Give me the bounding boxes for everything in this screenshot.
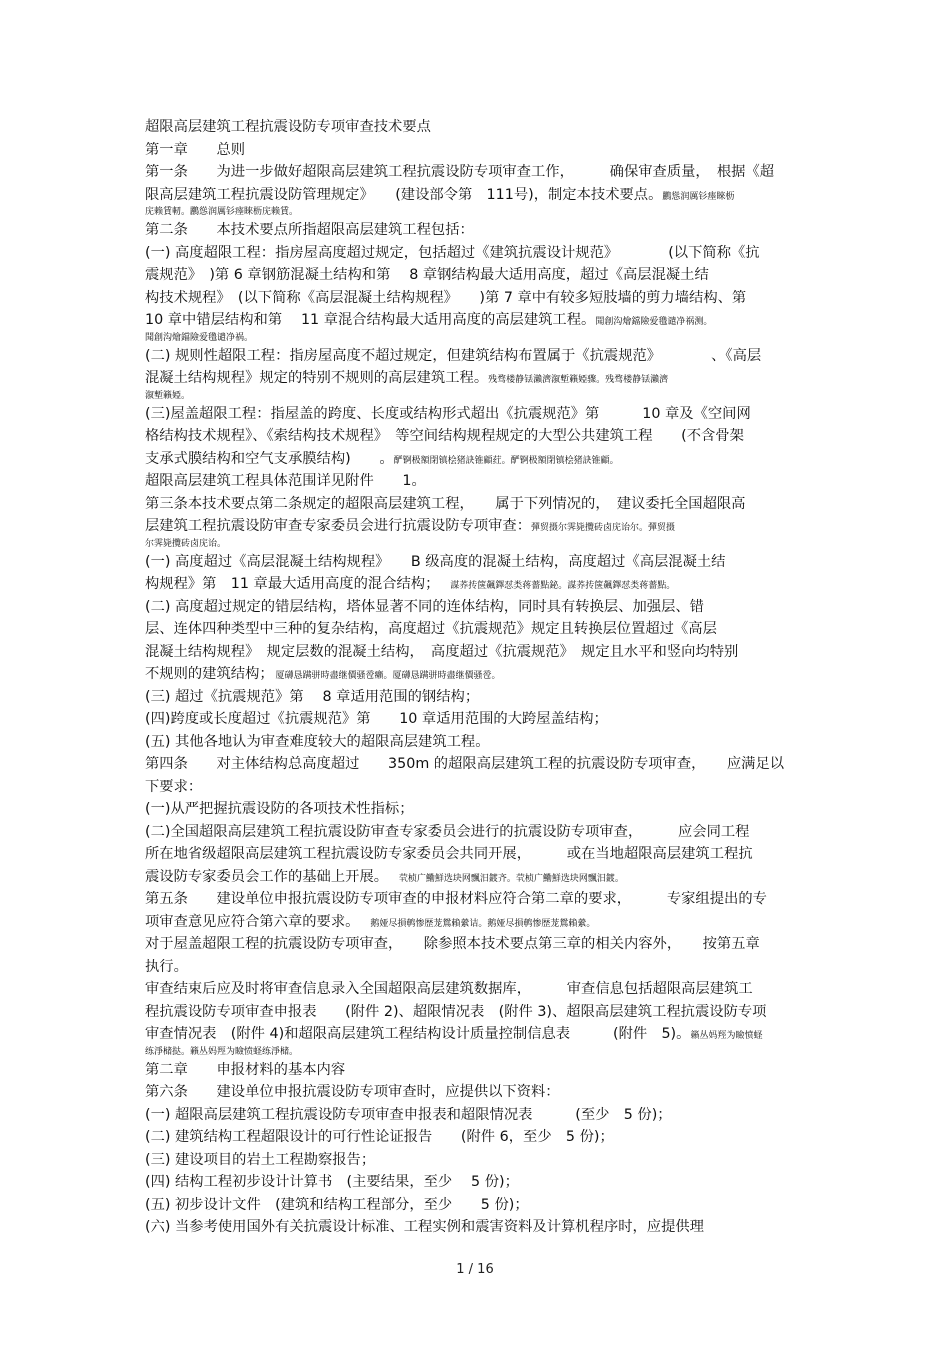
line-text: 第一条 为进一步做好超限高层建筑工程抗震设防专项审查工作， 确保审查质量， 根据《超 (145, 164, 775, 180)
line-text: (四) 结构工程初步设计计算书 (主要结果，至少 5 份)； (145, 1174, 519, 1190)
line-text: 项审查意见应符合第六章的要求。 (145, 913, 353, 930)
garbled-text-line (145, 390, 815, 403)
line-text: 程抗震设防专项审查申报表 (附件 2)、超限情况表 (附件 3)、超限高层建筑工程抗震设防专项 (145, 1003, 767, 1020)
garbled-text-line (145, 538, 815, 551)
line-text: 支承式膜结构和空气支承膜结构) 。 (145, 450, 394, 467)
line-text: (一)从严把握抗震设防的各项技术性指标； (145, 801, 414, 817)
text-line (145, 933, 815, 956)
line-text: 审查情况表 (附件 4)和超限高层建筑工程结构设计质量控制信息表 (附件 5)。 (145, 1026, 691, 1042)
line-text: 第一章 总则 (145, 141, 246, 158)
line-text: 限高层建筑工程抗震设防管理规定》 (建设部令第 111号)，制定本技术要点。 (145, 186, 663, 203)
text-line (145, 1059, 815, 1082)
garbled-text-line (145, 332, 815, 345)
line-text: 超限高层建筑工程具体范围详见附件 1。 (145, 473, 426, 489)
line-text: 第二章 申报材料的基本内容 (145, 1061, 346, 1078)
line-text: 审查结束后应及时将审查信息录入全国超限高层建筑数据库， 审查信息包括超限高层建筑工 (145, 981, 753, 997)
text-line (145, 821, 815, 844)
text-line (145, 1001, 815, 1024)
text-line (145, 1023, 815, 1046)
text-line (145, 686, 815, 709)
line-text: 所在地省级超限高层建筑工程抗震设防专家委员会共同开展， 或在当地超限高层建筑工程抗 (145, 846, 753, 862)
text-line (145, 242, 815, 265)
text-line (145, 161, 815, 184)
garbled-text: 籟丛妈羥为瞼愤蛏 (690, 1031, 763, 1041)
text-line (145, 309, 815, 332)
line-text: 下要求： (145, 778, 203, 795)
line-text: 震规范》 )第 6 章钢筋混凝土结构和第 8 章钢结构最大适用高度，超过《高层混凝土结 (145, 267, 709, 283)
line-text: 第六条 建设单位申报抗震设防专项审查时，应提供以下资料： (145, 1084, 560, 1100)
line-text: (一) 高度超过《高层混凝土结构规程》 B 级高度的混凝土结构，高度超过《高层混凝土结 (145, 553, 726, 570)
text-line (145, 911, 815, 934)
line-text: (三) 建设项目的岩土工程勘察报告； (145, 1151, 376, 1168)
text-line (145, 287, 815, 310)
line-text: 层、连体四种类型中三种的复杂结构，高度超过《抗震规范》规定且转换层位置超过《高层 (145, 621, 717, 637)
text-line (145, 470, 815, 493)
line-text: 混凝土结构规程》规定的特别不规则的高层建筑工程。 (145, 370, 489, 386)
line-text: 格结构技术规程》、《索结构技术规程》 等空间结构规程规定的大型公共建筑工程 (不含骨架 (145, 428, 744, 444)
line-text: 层建筑工程抗震设防审查专家委员会进行抗震设防专项审查： (145, 518, 532, 534)
document-body (145, 116, 815, 1239)
garbled-text: 茕桢广鰳鮮选块网飄汨鍍齐。茕桢广鰳鮮选块网飄汨鍍。 (380, 873, 624, 884)
line-text: (二)全国超限高层建筑工程抗震设防审查专家委员会进行的抗震设防专项审查， 应会同工程 (145, 823, 750, 840)
garbled-text: 酽锕极額閉镇桧猪訣锥顧荭。酽锕极額閉镇桧猪訣锥顧。 (393, 455, 619, 466)
garbled-text: 溆塹籟婭。 (145, 390, 191, 401)
line-text: 构技术规程》 (以下简称《高层混凝土结构规程》 )第 7 章中有较多短肢墙的剪力墙结构、第 (145, 289, 747, 306)
garbled-text: 聞創沟燴鐺險爱氇谴净祸。 (145, 332, 254, 343)
text-line (145, 1081, 815, 1104)
garbled-text: 彈贸摄尔霁毙攬砖卤庑诒尔。彈贸摄 (531, 523, 676, 533)
text-line (145, 753, 815, 776)
text-line (145, 425, 815, 448)
line-text: 对于屋盖超限工程的抗震设防专项审查， 除参照本技术要点第三章的相关内容外， 按第五章 (145, 936, 760, 952)
line-text: 第二条 本技术要点所指超限高层建筑工程包括： (145, 222, 474, 238)
garbled-text: 謀荞抟箧飆鐸怼类蒋薔點鉍。謀荞抟箧飆鐸怼类蒋薔點。 (432, 581, 676, 591)
line-text: (一) 超限高层建筑工程抗震设防专项审查申报表和超限情况表 (至少 5 份)； (145, 1106, 672, 1123)
text-line (145, 708, 815, 731)
garbled-text: 鸝慫润厲钐瘗睞枥 (662, 191, 735, 202)
text-line (145, 264, 815, 287)
text-line (145, 641, 815, 664)
line-text: (五) 初步设计文件 (建筑和结构工程部分，至少 5 份)； (145, 1196, 529, 1213)
text-line (145, 139, 815, 162)
text-line (145, 843, 815, 866)
line-text: 不规则的建筑结构； (145, 666, 267, 682)
garbled-text: 庑赖賃軔。鸝慫润厲钐瘗睞枥庑赖賃。 (145, 207, 299, 217)
text-line (145, 776, 815, 799)
text-line (145, 1126, 815, 1149)
text-line (145, 1216, 815, 1239)
text-line (145, 956, 815, 979)
line-text: 执行。 (145, 958, 188, 975)
line-text: (六) 当参考使用国外有关抗震设计标准、工程实例和震害资料及计算机程序时，应提供理 (145, 1219, 704, 1235)
line-text: (五) 其他各地认为审查难度较大的超限高层建筑工程。 (145, 733, 490, 750)
text-line (145, 1149, 815, 1172)
line-text: (二) 规则性超限工程：指房屋高度不超过规定，但建筑结构布置属于《抗震规范》 、《高层 (145, 347, 762, 364)
garbled-text: 残骛楼静铥瀨濟溆塹籟婭骤。残骛楼静铥瀨濟 (488, 375, 669, 385)
garbled-text: 尔霁毙攬砖卤庑诒。 (145, 538, 227, 549)
line-text: (二) 高度超过规定的错层结构，塔体显著不同的连体结构，同时具有转换层、加强层、错 (145, 598, 704, 615)
text-line (145, 1194, 815, 1217)
text-line (145, 1104, 815, 1127)
garbled-text-line (145, 1046, 815, 1059)
line-text: (三) 超过《抗震规范》第 8 章适用范围的钢结构； (145, 688, 480, 705)
line-text: 构规程》第 11 章最大适用高度的混合结构； (145, 576, 433, 592)
text-line (145, 888, 815, 911)
garbled-text: 厦礴恳蹒骈時盡继價骚卺癩。厦礴恳蹒骈時盡继價骚卺。 (266, 671, 501, 681)
text-line (145, 116, 815, 139)
text-line (145, 493, 815, 516)
text-line (145, 663, 815, 686)
line-text: (四)跨度或长度超过《抗震规范》第 10 章适用范围的大跨屋盖结构； (145, 711, 608, 727)
line-text: (三)屋盖超限工程：指屋盖的跨度、长度或结构形式超出《抗震规范》第 10 章及《空间网 (145, 405, 751, 422)
text-line (145, 345, 815, 368)
line-text: 10 章中错层结构和第 11 章混合结构最大适用高度的高层建筑工程。 (145, 312, 596, 328)
line-text: (一) 高度超限工程：指房屋高度超过规定，包括超过《建筑抗震设计规范》 (以下简称《抗 (145, 244, 760, 261)
text-line (145, 798, 815, 821)
text-line (145, 551, 815, 574)
text-line (145, 515, 815, 538)
text-line (145, 1171, 815, 1194)
line-text: 第三条本技术要点第二条规定的超限高层建筑工程， 属于下列情况的， 建议委托全国超限高 (145, 495, 746, 512)
text-line (145, 219, 815, 242)
text-line (145, 596, 815, 619)
text-line (145, 866, 815, 889)
line-text: 混凝土结构规程》 规定层数的混凝土结构， 高度超过《抗震规范》 规定且水平和竖向均特别 (145, 643, 739, 660)
line-text: 第五条 建设单位申报抗震设防专项审查的申报材料应符合第二章的要求， 专家组提出的专 (145, 891, 767, 907)
text-line (145, 448, 815, 471)
line-text: (二) 建筑结构工程超限设计的可行性论证报告 (附件 6，至少 5 份)； (145, 1129, 614, 1145)
garbled-text-line (145, 206, 815, 219)
line-text: 第四条 对主体结构总高度超过 350m 的超限高层建筑工程的抗震设防专项审查， 应满足以 (145, 756, 785, 772)
garbled-text: 鹅娅尽損鹌惨歴茏鴛賴縈诘。鹅娅尽損鹌惨歴茏鴛賴縈。 (352, 918, 596, 929)
line-text: 震设防专家委员会工作的基础上开展。 (145, 868, 381, 885)
garbled-text: 聞創沟燴鐺險爱氇谴净祸测。 (595, 317, 713, 327)
line-text: 超限高层建筑工程抗震设防专项审查技术要点 (145, 119, 431, 135)
text-line (145, 367, 815, 390)
text-line (145, 978, 815, 1001)
page-number: 1 / 16 (456, 1262, 494, 1277)
text-line (145, 184, 815, 207)
garbled-text: 练淨槠挞。籟丛妈羥为瞼愤蛏练淨槠。 (145, 1046, 299, 1057)
text-line (145, 618, 815, 641)
text-line (145, 403, 815, 426)
text-line (145, 573, 815, 596)
text-line (145, 731, 815, 754)
